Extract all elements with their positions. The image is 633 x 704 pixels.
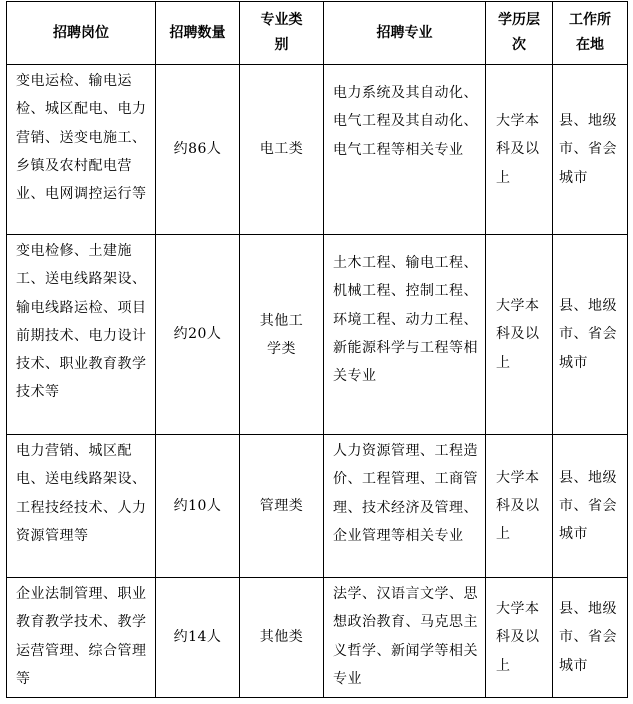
cell-category: 其他工学类 <box>240 235 324 435</box>
header-location: 工作所在地 <box>553 2 628 65</box>
header-major: 招聘专业 <box>324 2 486 65</box>
table-header-row <box>7 2 628 65</box>
cell-count: 约14人 <box>156 578 240 698</box>
cell-major: 土木工程、输电工程、机械工程、控制工程、环境工程、动力工程、新能源科学与工程等相关专业 <box>324 235 486 435</box>
cell-category: 电工类 <box>240 65 324 235</box>
cell-position: 企业法制管理、职业教育教学技术、教学运营管理、综合管理等 <box>7 578 156 698</box>
table-row <box>7 235 628 435</box>
header-education: 学历层次 <box>486 2 553 65</box>
cell-education: 大学本科及以上 <box>486 435 553 578</box>
header-category: 专业类别 <box>240 2 324 65</box>
header-count: 招聘数量 <box>156 2 240 65</box>
cell-education: 大学本科及以上 <box>486 235 553 435</box>
cell-location: 县、地级市、省会城市 <box>553 65 628 235</box>
cell-location: 县、地级市、省会城市 <box>553 578 628 698</box>
cell-location: 县、地级市、省会城市 <box>553 435 628 578</box>
header-position: 招聘岗位 <box>7 2 156 65</box>
cell-major: 电力系统及其自动化、电气工程及其自动化、电气工程等相关专业 <box>324 65 486 235</box>
cell-count: 约20人 <box>156 235 240 435</box>
cell-major: 人力资源管理、工程造价、工程管理、工商管理、技术经济及管理、企业管理等相关专业 <box>324 435 486 578</box>
cell-location: 县、地级市、省会城市 <box>553 235 628 435</box>
cell-position: 变电运检、输电运检、城区配电、电力营销、送变电施工、乡镇及农村配电营业、电网调控运行等 <box>7 65 156 235</box>
recruitment-table <box>6 1 628 698</box>
cell-category: 管理类 <box>240 435 324 578</box>
cell-count: 约86人 <box>156 65 240 235</box>
table-row <box>7 65 628 235</box>
table-row <box>7 578 628 698</box>
cell-education: 大学本科及以上 <box>486 578 553 698</box>
cell-position: 变电检修、土建施工、送电线路架设、输电线路运检、项目前期技术、电力设计技术、职业教育教学技术等 <box>7 235 156 435</box>
table-row <box>7 435 628 578</box>
cell-major: 法学、汉语言文学、思想政治教育、马克思主义哲学、新闻学等相关专业 <box>324 578 486 698</box>
cell-category: 其他类 <box>240 578 324 698</box>
cell-position: 电力营销、城区配电、送电线路架设、工程技经技术、人力资源管理等 <box>7 435 156 578</box>
cell-count: 约10人 <box>156 435 240 578</box>
cell-education: 大学本科及以上 <box>486 65 553 235</box>
